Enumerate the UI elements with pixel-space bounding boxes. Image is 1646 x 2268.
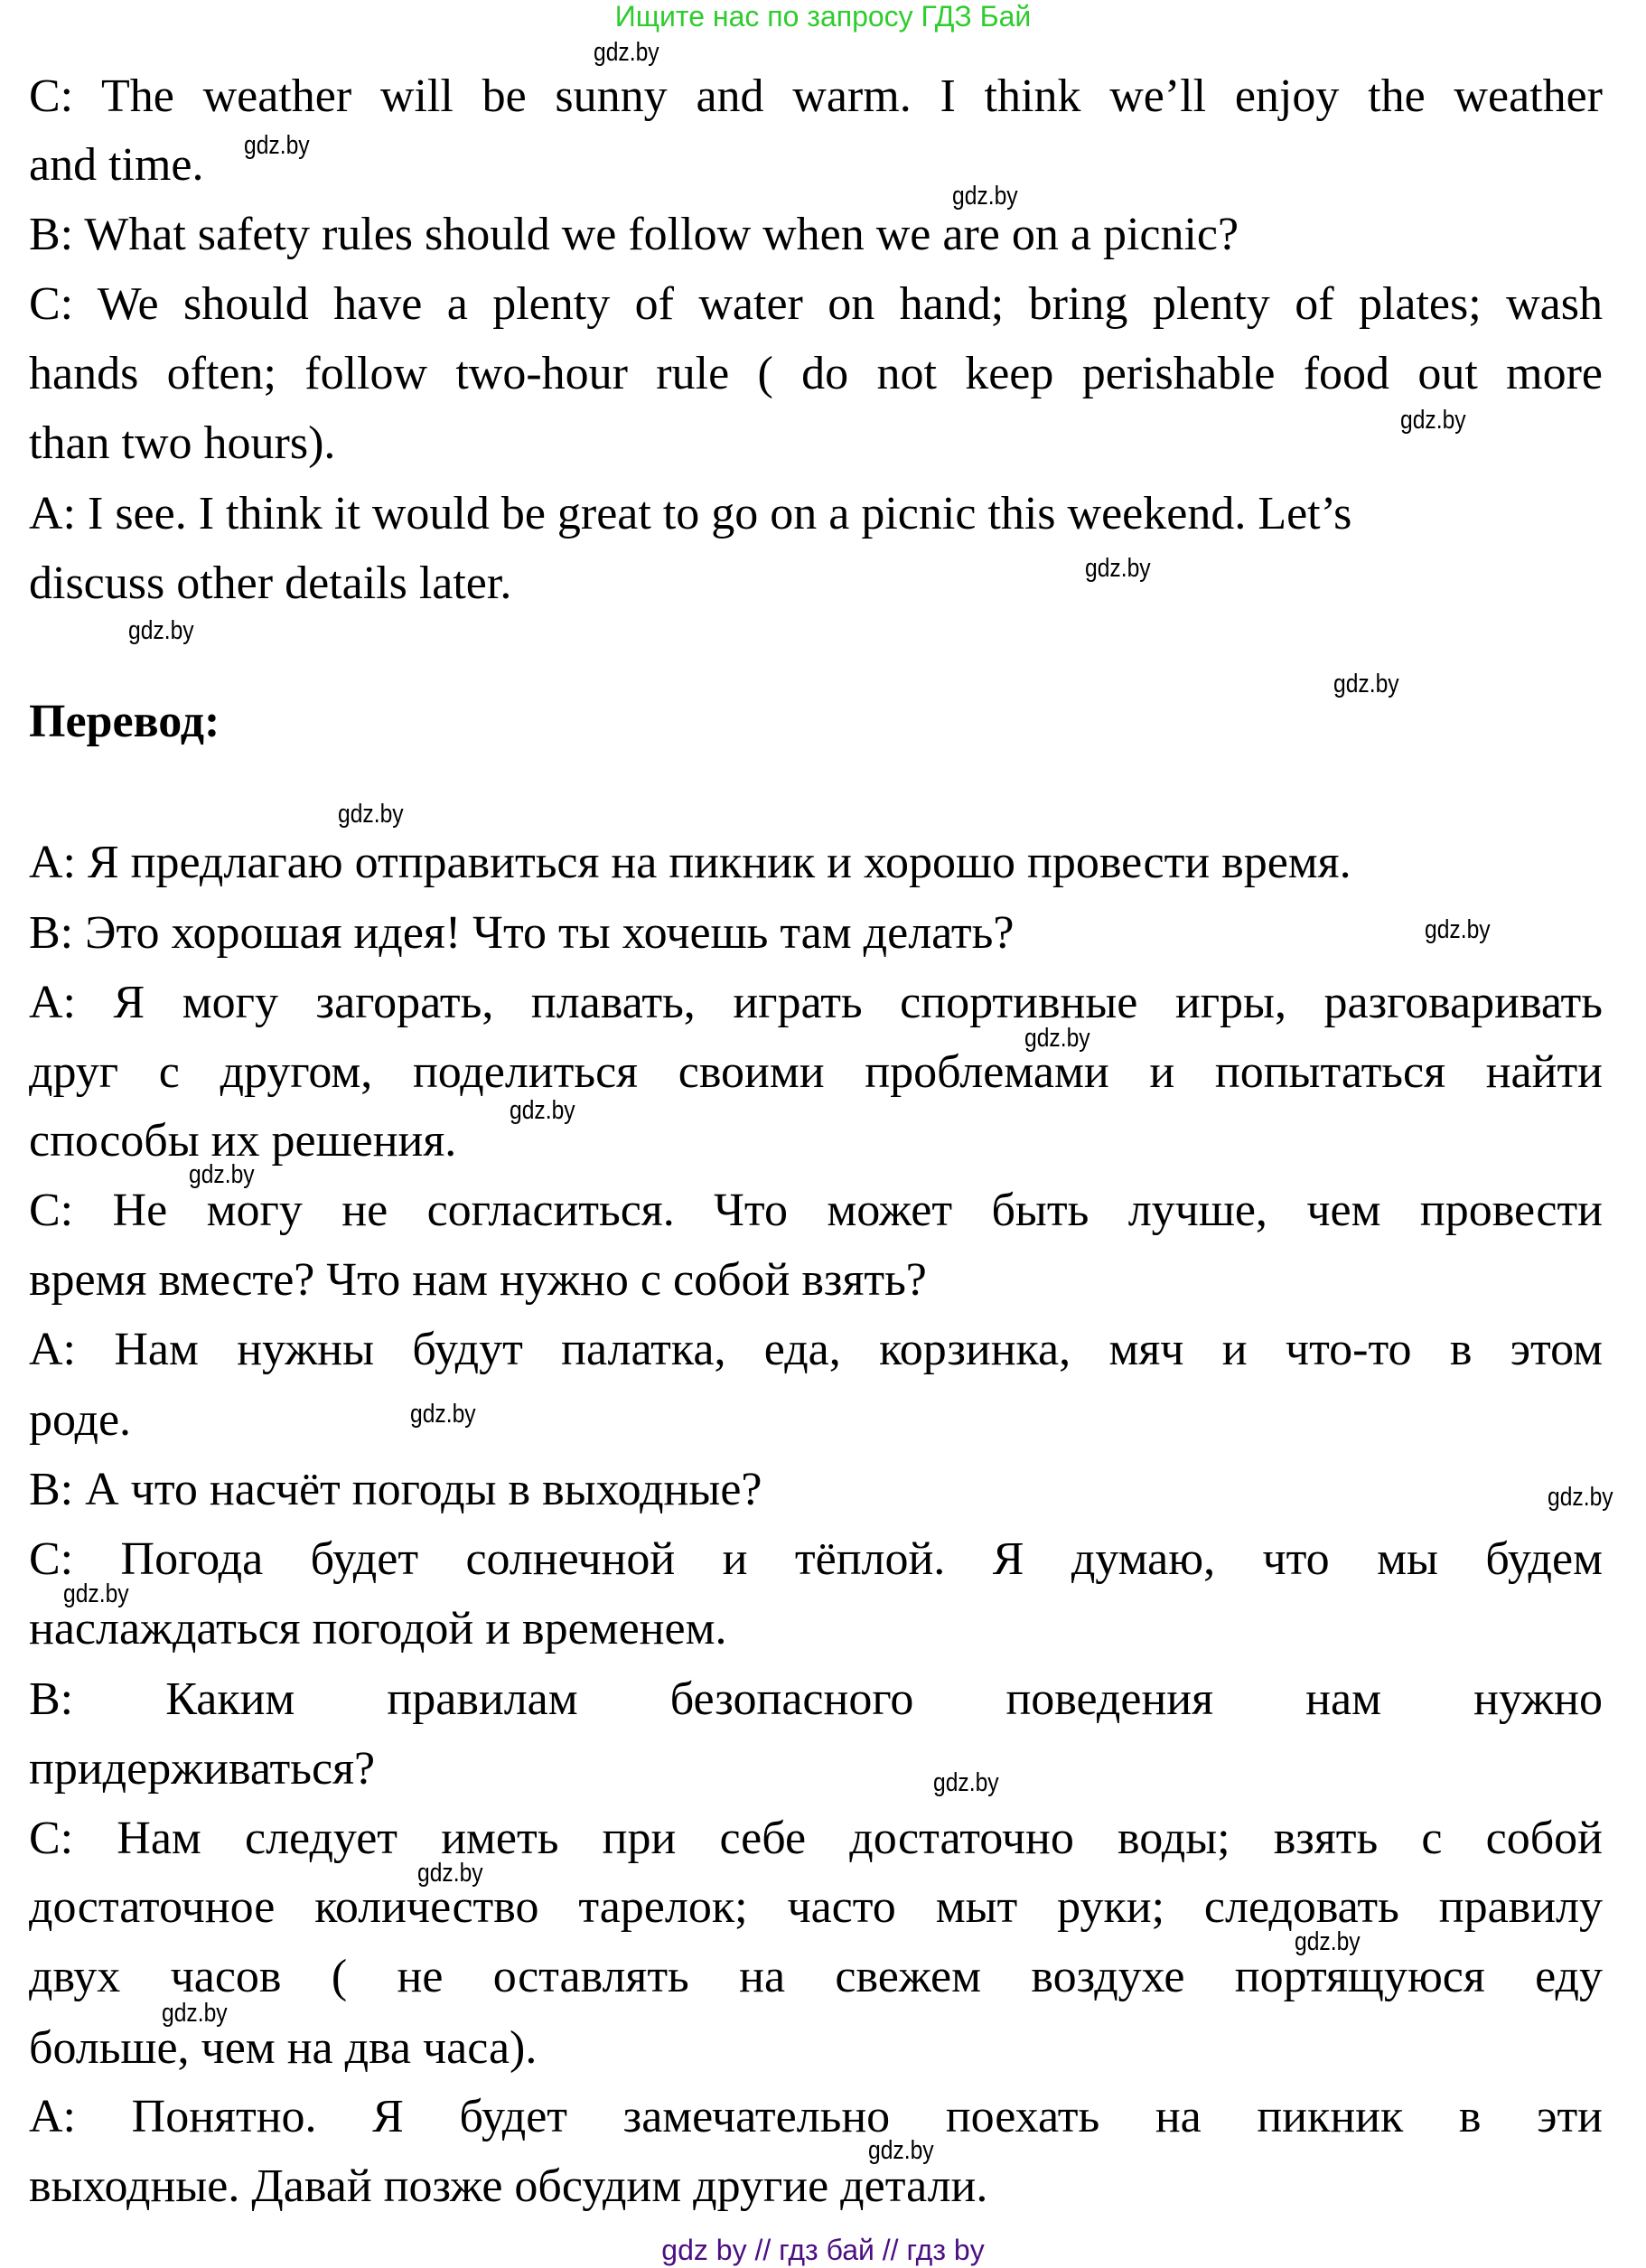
text-line: С: Нам следует иметь при себе достаточно воды; взять с собой [29, 1813, 1603, 1864]
watermark: gdz.by [162, 1999, 228, 2028]
text-line: больше, чем на два часа). [29, 2022, 538, 2074]
watermark: gdz.by [1333, 670, 1399, 698]
translation-heading: Перевод: [29, 696, 220, 747]
watermark: gdz.by [244, 131, 310, 160]
watermark: gdz.by [1548, 1483, 1613, 1512]
text-line: C: The weather will be sunny and warm. I think we’ll enjoy the weather [29, 70, 1603, 122]
text-line: and time. [29, 139, 204, 191]
text-line: достаточное количество тарелок; часто мыт руки; следовать правилу [29, 1881, 1603, 1933]
text-line: способы их решения. [29, 1115, 457, 1167]
watermark: gdz.by [1425, 915, 1491, 944]
text-line: А: Я могу загорать, плавать, играть спортивные игры, разговаривать [29, 977, 1603, 1028]
text-line: выходные. Давай позже обсудим другие детали. [29, 2160, 988, 2212]
text-line: С: Не могу не согласиться. Что может быть лучше, чем провести [29, 1185, 1603, 1236]
text-line: двух часов ( не оставлять на свежем воздухе портящуюся еду [29, 1951, 1603, 2002]
text-line: роде. [29, 1394, 132, 1446]
text-line: А: Нам нужны будут палатка, еда, корзинка, мяч и что-то в этом [29, 1324, 1603, 1375]
text-line: А: Понятно. Я будет замечательно поехать на пикник в эти [29, 2091, 1603, 2142]
watermark: gdz.by [1400, 406, 1466, 435]
text-line: время вместе? Что нам нужно с собой взять? [29, 1254, 927, 1306]
text-line: C: We should have a plenty of water on hand; bring plenty of plates; wash [29, 278, 1603, 330]
watermark: gdz.by [189, 1160, 255, 1189]
watermark: gdz.by [410, 1400, 476, 1429]
text-line: B: What safety rules should we follow when we are on a picnic? [29, 209, 1239, 260]
watermark: gdz.by [594, 38, 659, 67]
text-line: than two hours). [29, 417, 336, 469]
watermark: gdz.by [417, 1859, 483, 1888]
watermark: gdz.by [933, 1768, 999, 1797]
text-line: hands often; follow two-hour rule ( do not keep perishable food out more [29, 348, 1603, 399]
text-line: В: Это хорошая идея! Что ты хочешь там делать? [29, 907, 1015, 959]
text-line: А: Я предлагаю отправиться на пикник и хорошо провести время. [29, 837, 1351, 888]
text-line: В: А что насчёт погоды в выходные? [29, 1464, 762, 1515]
watermark: gdz.by [952, 182, 1018, 211]
site-footer-banner: gdz by // гдз бай // гдз by [661, 2234, 985, 2266]
watermark: gdz.by [510, 1096, 575, 1125]
text-line: С: Погода будет солнечной и тёплой. Я думаю, что мы будем [29, 1533, 1603, 1585]
text-line: discuss other details later. [29, 558, 512, 609]
watermark: gdz.by [63, 1579, 129, 1608]
watermark: gdz.by [128, 616, 194, 645]
watermark: gdz.by [1085, 554, 1151, 583]
watermark: gdz.by [1024, 1024, 1090, 1053]
text-line: В: Каким правилам безопасного поведения нам нужно [29, 1673, 1603, 1725]
text-line: A: I see. I think it would be great to go on a picnic this weekend. Let’s [29, 488, 1352, 539]
watermark: gdz.by [1295, 1927, 1361, 1956]
text-line: придерживаться? [29, 1743, 376, 1795]
text-line: наслаждаться погодой и временем. [29, 1603, 727, 1654]
site-header-banner: Ищите нас по запросу ГДЗ Бай [614, 0, 1032, 33]
watermark: gdz.by [338, 800, 404, 829]
text-line: друг с другом, поделиться своими проблемами и попытаться найти [29, 1046, 1603, 1098]
watermark: gdz.by [868, 2136, 934, 2165]
